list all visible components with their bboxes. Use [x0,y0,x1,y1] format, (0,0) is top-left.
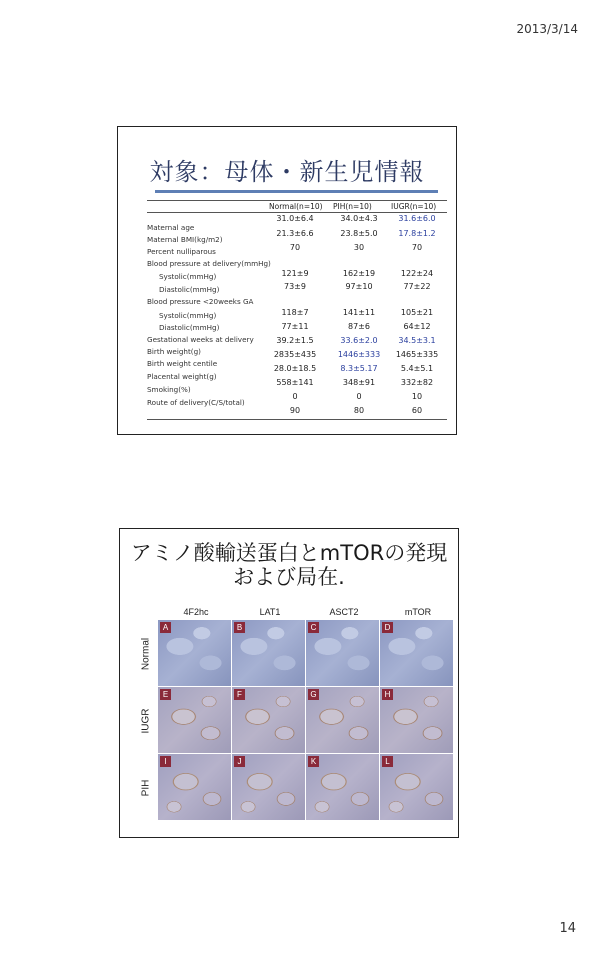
histology-panel [380,687,454,754]
histology-image-grid [158,620,454,822]
slide1-title: 対象：母体・新生児情報 [149,158,425,186]
panel-label: H [382,689,393,700]
slide2-title-line1: アミノ酸輸送蛋白とmTORの発現 [130,541,448,565]
cell-iugr: 122±24 [400,269,434,278]
cell-normal: 73±9 [284,282,306,291]
slide2-title-line2: および局在. [233,565,345,589]
histology-panel [158,687,232,754]
cell-pih: 23.8±5.0 [340,229,378,238]
cell-normal: 558±141 [276,378,314,387]
cell-iugr: 60 [411,406,423,415]
cell-normal: 70 [289,243,301,252]
cell-pih: 0 [356,392,362,401]
row-label: Placental weight(g) [147,372,217,381]
row-label: Percent nulliparous [147,247,216,256]
col-header-lat1: LAT1 [259,607,281,617]
page-date: 2013/3/14 [516,22,578,36]
row-label: Route of delivery(C/S/total) [147,398,245,407]
cell-iugr: 31.6±6.0 [398,214,436,223]
panel-label: K [308,756,319,767]
panel-label: B [234,622,245,633]
cell-iugr: 70 [411,243,423,252]
panel-label: D [382,622,393,633]
cell-pih: 34.0±4.3 [340,214,378,223]
cell-normal: 31.0±6.4 [276,214,314,223]
cell-iugr: 332±82 [400,378,434,387]
col-header-mtor: mTOR [404,607,432,617]
cell-pih: 162±19 [342,269,376,278]
cell-iugr: 5.4±5.1 [400,364,434,373]
histology-panel [380,620,454,687]
panel-label: E [160,689,171,700]
histology-panel [232,687,306,754]
cell-normal: 121±9 [281,269,309,278]
row-label: Diastolic(mmHg) [159,285,220,294]
cell-pih: 8.3±5.17 [340,364,378,373]
cell-iugr: 64±12 [403,322,431,331]
column-header-normal: Normal(n=10) [269,202,323,211]
cell-normal: 39.2±1.5 [276,336,314,345]
row-header-normal [136,620,156,687]
histology-panel [306,687,380,754]
cell-normal: 2835±435 [273,350,317,359]
histology-panel [158,620,232,687]
row-label: Systolic(mmHg) [159,311,217,320]
table-bottom-rule [147,419,447,420]
panel-label: J [234,756,245,767]
histology-panel [306,754,380,821]
histology-panel [232,620,306,687]
row-label: Maternal BMI(kg/m2) [147,235,223,244]
row-label: Blood pressure at delivery(mmHg) [147,259,271,268]
col-header-asct2: ASCT2 [329,607,359,617]
cell-pih: 87±6 [348,322,370,331]
slide-amino-acid-transporters [119,528,459,838]
cell-pih: 141±11 [342,308,376,317]
cell-pih: 1446±333 [337,350,381,359]
cell-pih: 97±10 [345,282,373,291]
histology-panel [306,620,380,687]
row-label: Birth weight(g) [147,347,201,356]
cell-iugr: 105±21 [400,308,434,317]
cell-iugr: 77±22 [403,282,431,291]
row-label: Maternal age [147,223,195,232]
cell-iugr: 17.8±1.2 [398,229,436,238]
row-label: Birth weight centile [147,359,218,368]
row-header-pih [136,754,156,821]
row-header-pih-label: PIH [140,779,152,796]
row-label: Blood pressure <20weeks GA [147,297,254,306]
histology-panel [158,754,232,821]
cell-normal: 77±11 [281,322,309,331]
cell-normal: 118±7 [281,308,309,317]
row-label: Gestational weeks at delivery [147,335,254,344]
cell-iugr: 1465±335 [395,350,439,359]
cell-normal: 0 [292,392,298,401]
panel-label: A [160,622,171,633]
cell-pih: 348±91 [342,378,376,387]
header-rule [147,212,447,213]
col-header-4f2hc: 4F2hc [183,607,209,617]
row-header-iugr [136,687,156,754]
cell-iugr: 34.5±3.1 [398,336,436,345]
cell-normal: 21.3±6.6 [276,229,314,238]
row-label: Systolic(mmHg) [159,272,217,281]
cell-iugr: 10 [411,392,423,401]
row-label: Smoking(%) [147,385,191,394]
table-top-rule [147,200,447,201]
cell-pih: 80 [353,406,365,415]
panel-label: C [308,622,319,633]
title-underline [155,190,438,193]
slide2-title [120,541,458,589]
cell-normal: 90 [289,406,301,415]
panel-label: G [308,689,319,700]
cell-pih: 33.6±2.0 [340,336,378,345]
panel-label: I [160,756,171,767]
cell-normal: 28.0±18.5 [273,364,317,373]
row-header-iugr-label: IUGR [140,708,152,733]
histology-panel [380,754,454,821]
cell-pih: 30 [353,243,365,252]
panel-label: L [382,756,393,767]
slide-maternal-neonatal-info [117,126,457,435]
row-header-normal-label: Normal [140,637,152,670]
column-header-pih: PIH(n=10) [333,202,372,211]
histology-panel [232,754,306,821]
panel-label: F [234,689,245,700]
column-header-iugr: IUGR(n=10) [391,202,437,211]
page-number: 14 [559,921,576,936]
row-label: Diastolic(mmHg) [159,323,220,332]
